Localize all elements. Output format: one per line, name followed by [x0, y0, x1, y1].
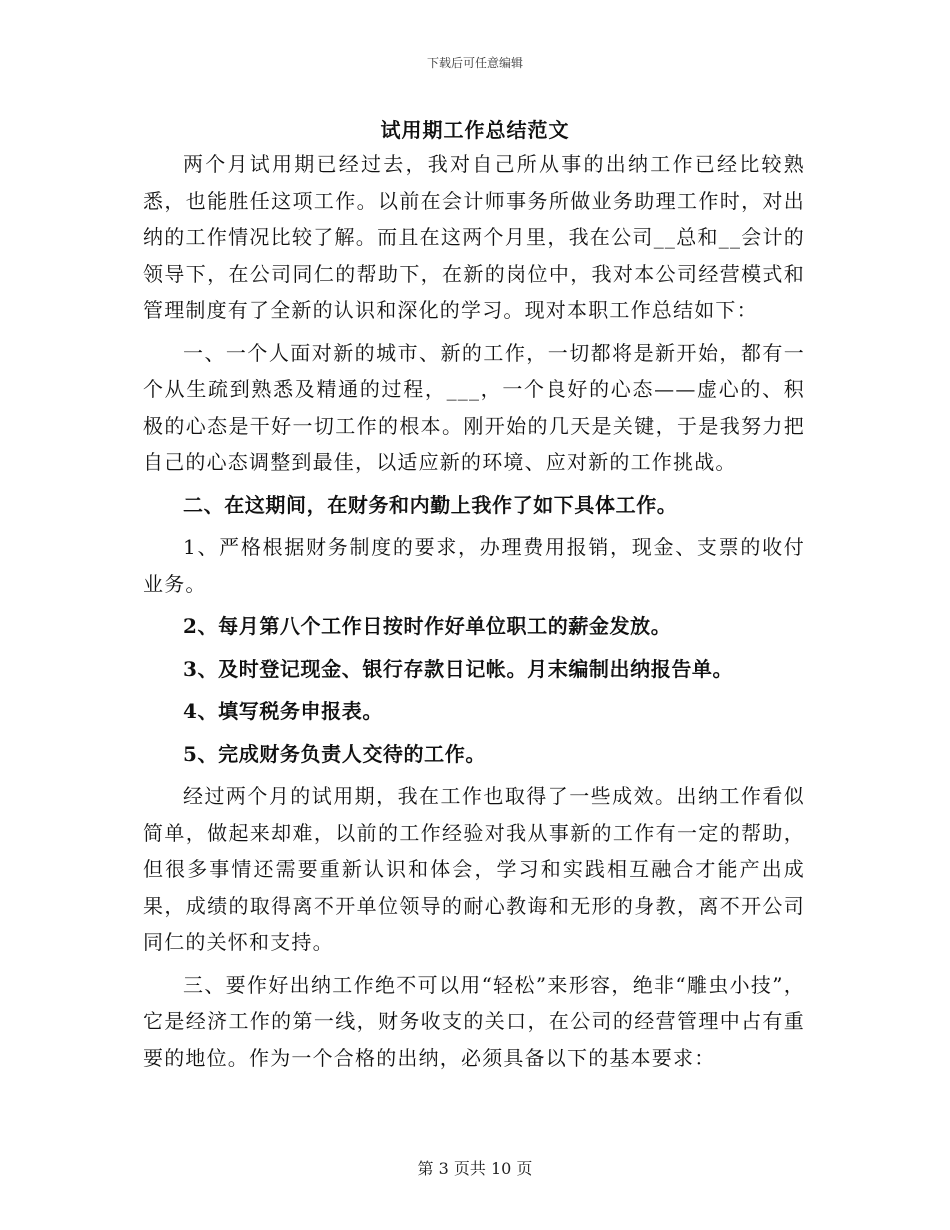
paragraph-item-2: 2、每月第八个工作日按时作好单位职工的薪金发放。	[183, 614, 672, 638]
document-body	[143, 146, 805, 1082]
paragraph-section-three: 三、要作好出纳工作绝不可以用“轻松”来形容，绝非“雕虫小技”，它是经济工作的第一线，财务收支的关口，在公司的经营管理中占有重要的地位。作为一个合格的出纳，必须具备以下的基本要求：	[143, 972, 805, 1070]
paragraph-intro: 两个月试用期已经过去，我对自己所从事的出纳工作已经比较熟悉，也能胜任这项工作。以前在会计师事务所做业务助理工作时，对出纳的工作情况比较了解。而且在这两个月里，我在公司__总和__会计的领导下，在公司同仁的帮助下，在新的岗位中，我对本公司经营模式和管理制度有了全新的认识和深化的学习。现对本职工作总结如下：	[143, 152, 805, 322]
page-footer: 第 3 页共 10 页	[417, 1159, 533, 1178]
paragraph-section-one: 一、一个人面对新的城市、新的工作，一切都将是新开始，都有一个从生疏到熟悉及精通的过程，___，一个良好的心态——虚心的、积极的心态是干好一切工作的根本。刚开始的几天是关键，于是我努力把自己的心态调整到最佳，以适应新的环境、应对新的工作挑战。	[143, 340, 805, 474]
paragraph-results: 经过两个月的试用期，我在工作也取得了一些成效。出纳工作看似简单，做起来却难，以前的工作经验对我从事新的工作有一定的帮助，但很多事情还需要重新认识和体会，学习和实践相互融合才能产出成果，成绩的取得离不开单位领导的耐心教诲和无形的身教，离不开公司同仁的关怀和支持。	[143, 784, 805, 954]
document-title: 试用期工作总结范文	[380, 118, 570, 142]
paragraph-item-4: 4、填写税务申报表。	[183, 699, 383, 723]
paragraph-item-5: 5、完成财务负责人交待的工作。	[183, 741, 486, 766]
paragraph-item-3: 3、及时登记现金、银行存款日记帐。月末编制出纳报告单。	[183, 656, 734, 681]
paragraph-section-two-heading: 二、在这期间，在财务和内勤上我作了如下具体工作。	[183, 492, 678, 517]
paragraph-item-1: 1、严格根据财务制度的要求，办理费用报销，现金、支票的收付业务。	[143, 535, 805, 596]
page-header: 下载后可任意编辑	[426, 56, 523, 70]
